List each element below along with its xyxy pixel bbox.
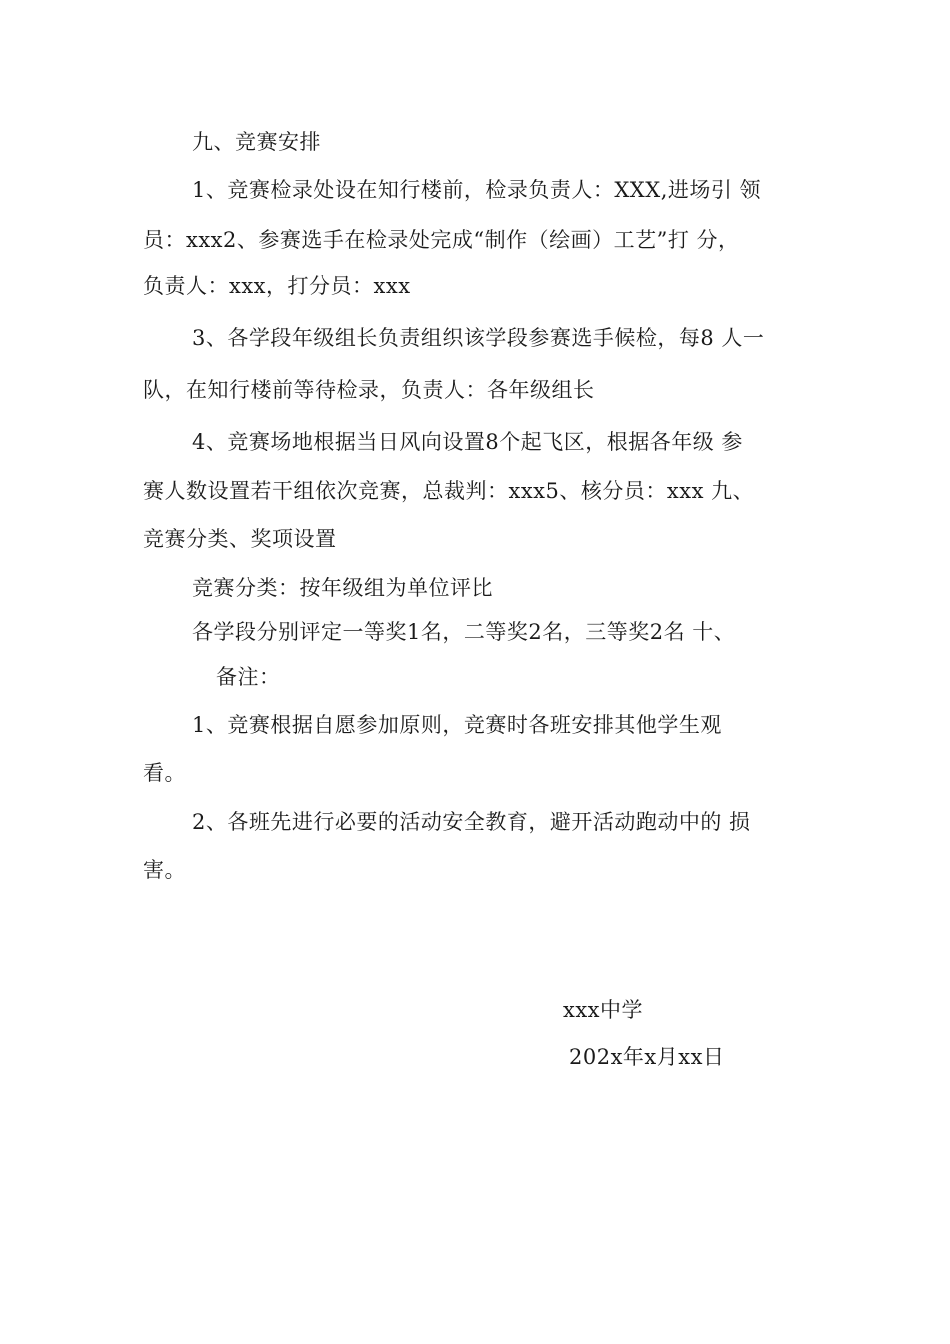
paragraph-line: 1、竞赛根据自愿参加原则，竞赛时各班安排其他学生观 <box>192 713 722 737</box>
paragraph-line: 看。 <box>143 761 186 785</box>
signature-school: xxx中学 <box>563 998 644 1022</box>
paragraph-line: 2、各班先进行必要的活动安全教育，避开活动跑动中的 损 <box>192 810 751 834</box>
paragraph-line: 各学段分别评定一等奖1名，二等奖2名，三等奖2名 十、 <box>192 620 736 644</box>
signature-date: 202x年x月xx日 <box>569 1045 725 1069</box>
section-heading-arrangement: 九、竞赛安排 <box>192 130 321 154</box>
section-heading-notes: 备注： <box>216 665 281 689</box>
paragraph-line: 队，在知行楼前等待检录，负责人：各年级组长 <box>143 378 595 402</box>
paragraph-line: 4、竞赛场地根据当日风向设置8个起飞区，根据各年级 参 <box>192 430 743 454</box>
paragraph-line: 赛人数设置若干组依次竞赛，总裁判：xxx5、核分员：xxx 九、 <box>143 479 755 503</box>
paragraph-line: 害。 <box>143 858 186 882</box>
paragraph-line: 竞赛分类：按年级组为单位评比 <box>192 576 493 600</box>
paragraph-line: 负责人：xxx，打分员：xxx <box>143 274 411 298</box>
paragraph-line: 员：xxx2、参赛选手在检录处完成“制作（绘画）工艺”打 分， <box>143 228 740 252</box>
paragraph-line: 3、各学段年级组长负责组织该学段参赛选手候检，每8 人一 <box>192 326 765 350</box>
paragraph-line: 1、竞赛检录处设在知行楼前，检录负责人：XXX,进场引 领 <box>192 178 762 202</box>
paragraph-line: 竞赛分类、奖项设置 <box>143 527 337 551</box>
